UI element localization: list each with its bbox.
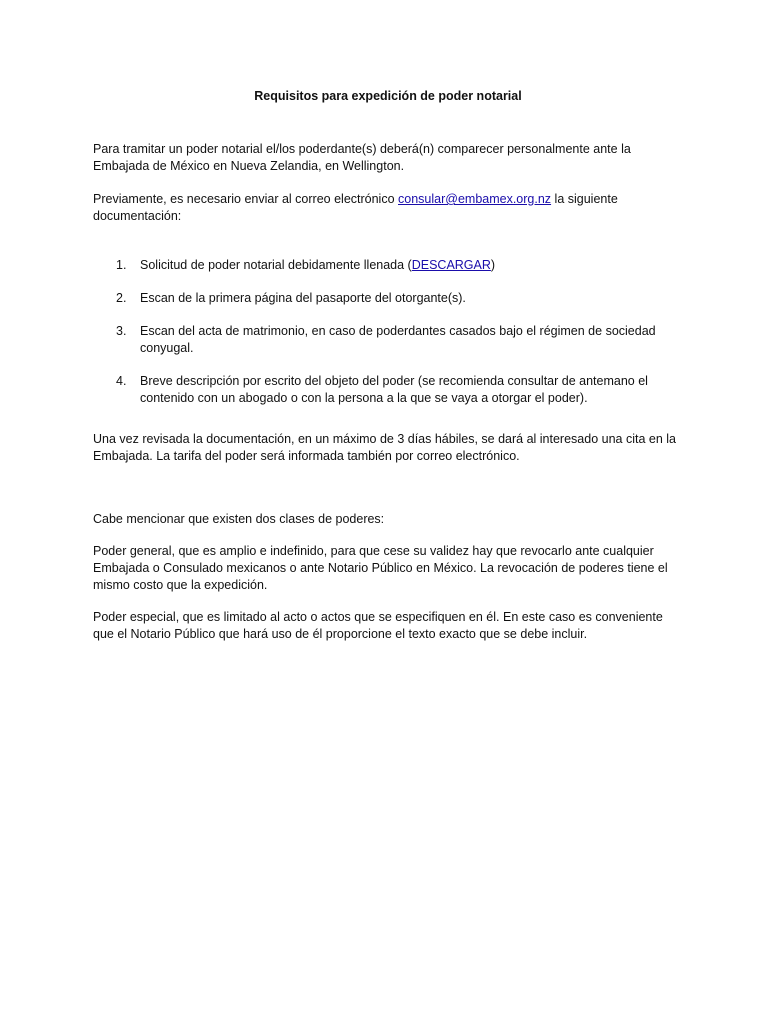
email-link[interactable]: consular@embamex.org.nz	[398, 192, 552, 206]
list-item-text: Solicitud de poder notarial debidamente llenada (	[140, 258, 412, 272]
document-title: Requisitos para expedición de poder notarial	[254, 89, 522, 103]
list-item-number: 4.	[116, 374, 127, 388]
intro-paragraph: Para tramitar un poder notarial el/los poderdante(s) deberá(n) comparecer personalmente ante la Embajada de México en Nueva Zelandia, en Wellington.	[93, 142, 631, 173]
list-item-number: 2.	[116, 291, 127, 305]
download-link[interactable]: DESCARGAR	[411, 258, 491, 272]
list-item	[93, 257, 683, 274]
document-body	[93, 88, 683, 643]
list-item-text: Escan de la primera página del pasaporte del otorgante(s).	[140, 291, 466, 305]
list-item	[93, 323, 683, 357]
review-paragraph: Una vez revisada la documentación, en un máximo de 3 días hábiles, se dará al interesado una cita en la Embajada. La tarifa del poder será informada también por correo electrónico.	[93, 432, 676, 463]
email-instruction-text-after: la siguiente documentación:	[93, 192, 618, 223]
list-item-number: 1.	[116, 258, 127, 272]
list-item	[93, 290, 683, 307]
classes-intro-paragraph: Cabe mencionar que existen dos clases de poderes:	[93, 512, 385, 526]
general-power-paragraph: Poder general, que es amplio e indefinido, para que cese su validez hay que revocarlo ante cualquier Embajada o Consulado mexicanos o ante Notario Público en México. La revocación de poderes tiene el mismo costo que la expedición.	[93, 544, 668, 592]
email-instruction-text-before: Previamente, es necesario enviar al correo electrónico	[93, 192, 399, 206]
special-power-paragraph: Poder especial, que es limitado al acto o actos que se especifiquen en él. En este caso es conveniente que el Notario Público que hará uso de él proporcione el texto exacto que se debe incluir.	[93, 610, 663, 641]
list-item-text-after: )	[490, 258, 496, 272]
list-item-text: Escan del acta de matrimonio, en caso de poderdantes casados bajo el régimen de sociedad conyugal.	[140, 324, 656, 355]
email-instruction-paragraph	[93, 191, 683, 225]
requirements-list	[93, 257, 683, 407]
list-item-number: 3.	[116, 324, 127, 338]
list-item-text: Breve descripción por escrito del objeto del poder (se recomienda consultar de antemano el contenido con un abogado o con la persona a la que se vaya a otorgar el poder).	[140, 374, 648, 405]
list-item	[93, 373, 683, 407]
